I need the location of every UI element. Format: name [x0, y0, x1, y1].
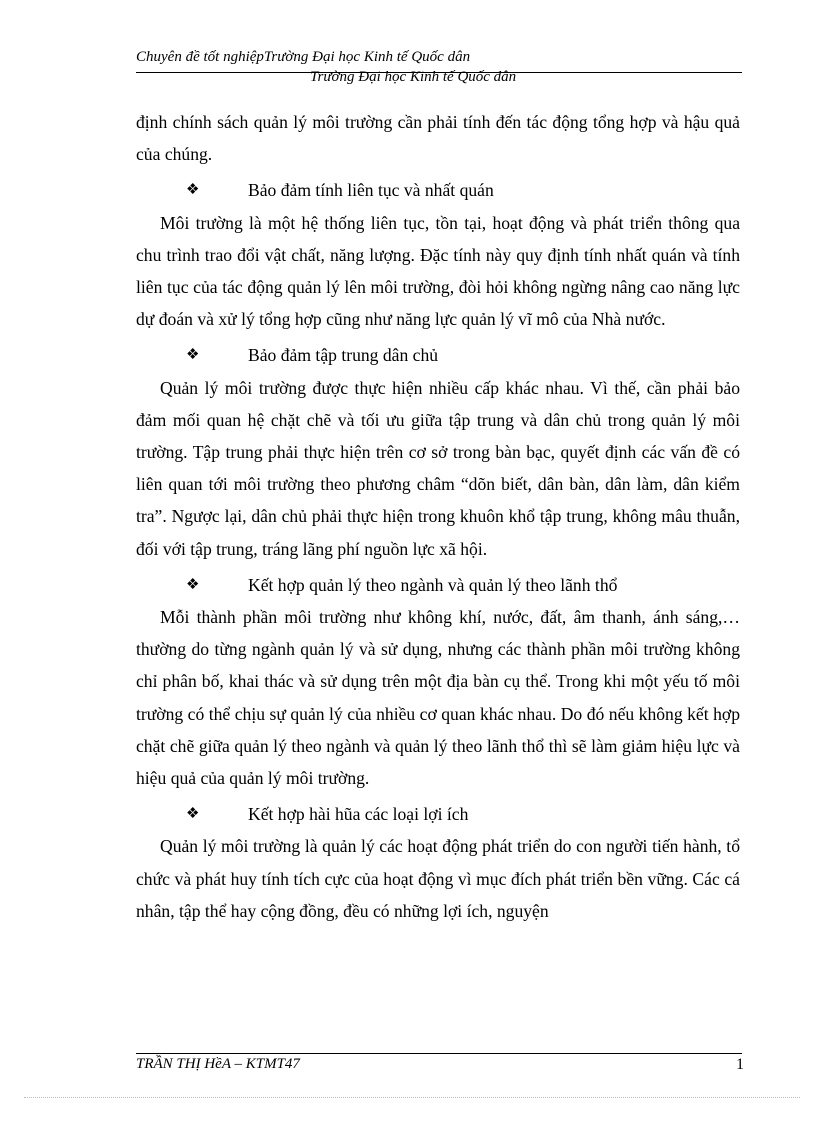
- page-boundary-divider: [24, 1097, 800, 1098]
- document-body: [136, 106, 740, 927]
- section-heading-label: Kết hợp quản lý theo ngành và quản lý theo lãnh thổ: [248, 574, 618, 595]
- diamond-bullet-icon: ❖: [186, 576, 200, 593]
- footer-rule: [136, 1053, 742, 1054]
- header-title: Chuyên đề tốt nghiệpTrường Đại học Kinh tế Quốc dân: [136, 49, 471, 65]
- section-heading-label: Bảo đảm tính liên tục và nhất quán: [248, 180, 494, 201]
- diamond-bullet-icon: ❖: [186, 806, 200, 823]
- paragraph: Quản lý môi trường được thực hiện nhiều cấp khác nhau. Vì thế, cần phải bảo đảm mối quan hệ chặt chẽ và tối ưu giữa tập trung và dân chủ trong quản lý môi trường. Tập trung phải thực hiện trên cơ sở trong bàn bạc, quyết định các vấn đề có liên quan tới môi trường theo phương châm “dõn biết, dân bàn, dân làm, dân kiểm tra”. Ngược lại, dân chủ phải thực hiện trong khuôn khổ tập trung, không mâu thuẫn, đối với tập trung, tráng lãng phí nguồn lực xã hội.: [136, 377, 740, 559]
- section-heading-label: Bảo đảm tập trung dân chủ: [248, 345, 439, 366]
- footer-author: TRẦN THỊ HềA – KTMT47: [136, 1056, 300, 1072]
- paragraph-continued: định chính sách quản lý môi trường cần phải tính đến tác động tổng hợp và hậu quả của chúng.: [136, 112, 740, 165]
- header-subtitle: Trường Đại học Kinh tế Quốc dân: [310, 69, 517, 85]
- paragraph: Mỗi thành phần môi trường như không khí, nước, đất, âm thanh, ánh sáng,… thường do từng ngành quản lý và sử dụng, nhưng các thành phần môi trường không chỉ phân bố, khai thác và sử dụng trên một địa bàn cụ thể. Trong khi một yếu tố môi trường có thể chịu sự quản lý của nhiều cơ quan khác nhau. Do đó nếu không kết hợp chặt chẽ giữa quản lý theo ngành và quản lý theo lãnh thổ thì sẽ làm giảm hiệu lực và hiệu quả của quản lý môi trường.: [136, 607, 740, 789]
- section-heading-2: [136, 339, 740, 371]
- section-heading-4: [136, 798, 740, 830]
- section-heading-3: [136, 569, 740, 601]
- section-heading-label: Kết hợp hài hũa các loại lợi ích: [248, 804, 469, 825]
- paragraph: Quản lý môi trường là quản lý các hoạt động phát triển do con người tiến hành, tổ chức và phát huy tính tích cực của hoạt động vì mục đích phát triển bền vững. Các cá nhân, tập thể hay cộng đồng, đều có những lợi ích, nguyện: [136, 836, 740, 921]
- diamond-bullet-icon: ❖: [186, 347, 200, 364]
- paragraph: Môi trường là một hệ thống liên tục, tồn tại, hoạt động và phát triển thông qua chu trình trao đổi vật chất, năng lượng. Đặc tính này quy định tính nhất quán và tính liên tục của tác động quản lý lên môi trường, đòi hỏi không ngừng nâng cao năng lực dự đoán và xử lý tổng hợp cũng như năng lực quản lý vĩ mô của Nhà nước.: [136, 212, 740, 330]
- page-number: 1: [736, 1056, 744, 1073]
- section-heading-1: [136, 174, 740, 206]
- diamond-bullet-icon: ❖: [186, 182, 200, 199]
